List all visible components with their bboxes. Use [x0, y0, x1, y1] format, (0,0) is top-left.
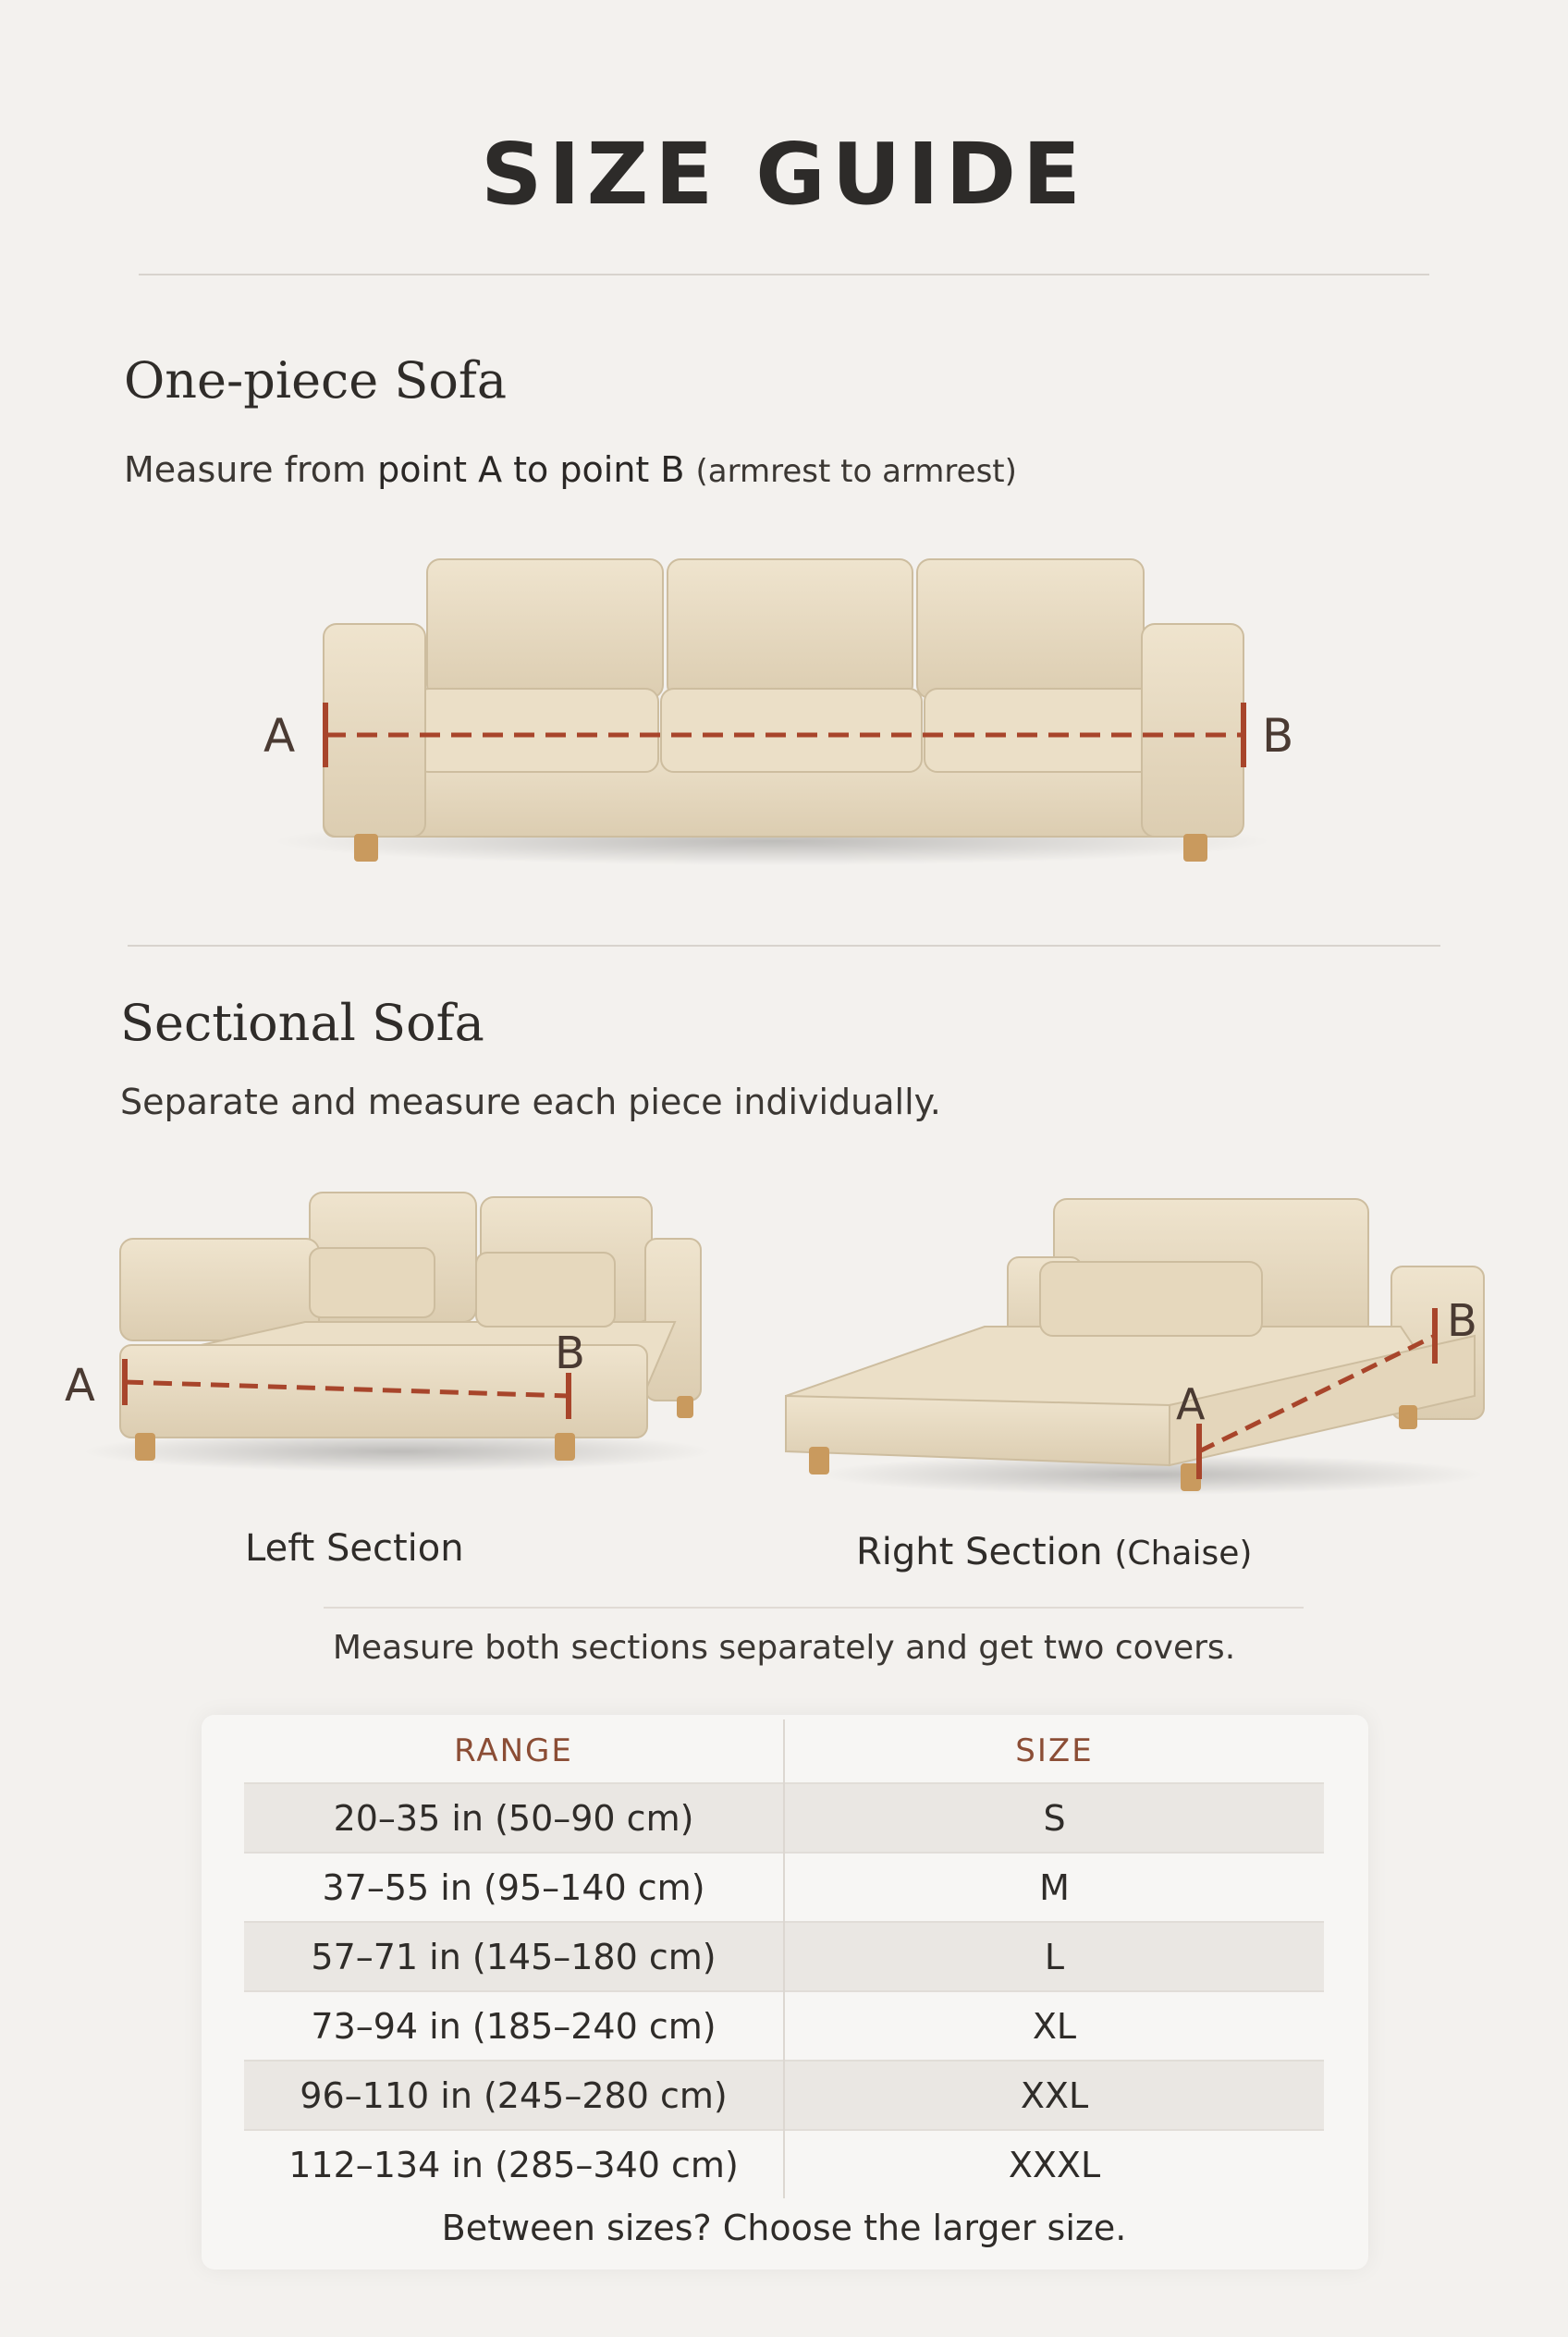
size-cell: S [784, 1783, 1324, 1853]
size-cell: XXL [784, 2061, 1324, 2130]
range-cell: 73–94 in (185–240 cm) [244, 1991, 784, 2061]
size-cell: XXXL [784, 2130, 1324, 2198]
size-cell: M [784, 1853, 1324, 1922]
sectional-note: Measure both sections separately and get two covers. [332, 1629, 1236, 1667]
sectional-divider [324, 1607, 1304, 1609]
point-a-label: A [65, 1360, 95, 1412]
size-cell: L [784, 1922, 1324, 1991]
throw-pillow [310, 1248, 435, 1317]
point-a-label: A [1176, 1379, 1206, 1429]
instruction-points: point A to point B [377, 449, 685, 490]
seat-cushion [925, 689, 1156, 772]
range-cell: 20–35 in (50–90 cm) [244, 1783, 784, 1853]
sofa-leg [1183, 834, 1207, 862]
size-header: SIZE [1015, 1732, 1094, 1769]
throw-pillow [1040, 1262, 1262, 1336]
left-section-label: Left Section [245, 1527, 464, 1570]
right-section-label [856, 1531, 1252, 1573]
sofa-leg [354, 834, 378, 862]
sectional-heading: Sectional Sofa [120, 994, 484, 1052]
size-footnote: Between sizes? Choose the larger size. [441, 2208, 1127, 2248]
sofa-leg [809, 1447, 829, 1474]
table-row [244, 1853, 1324, 1922]
size-cell: XL [784, 1991, 1324, 2061]
throw-pillow [476, 1253, 615, 1327]
sectional-instruction: Separate and measure each piece individually. [120, 1082, 941, 1122]
right-section-illustration [781, 1188, 1502, 1530]
range-cell: 57–71 in (145–180 cm) [244, 1922, 784, 1991]
sofa-leg [135, 1433, 155, 1461]
sofa-leg [555, 1433, 575, 1461]
right-section-paren: (Chaise) [1114, 1535, 1253, 1572]
sofa-leg [677, 1396, 693, 1418]
left-armrest [324, 624, 425, 837]
seat-cushion [661, 689, 922, 772]
point-b-label: B [555, 1328, 585, 1379]
point-b-label: B [1447, 1295, 1477, 1347]
back-cushion [668, 559, 913, 698]
right-armrest [645, 1239, 701, 1401]
page-title: SIZE GUIDE [481, 125, 1087, 224]
table-row [244, 1783, 1324, 1853]
one-piece-instruction [124, 449, 1017, 490]
range-cell: 112–134 in (285–340 cm) [244, 2130, 784, 2198]
table-row [244, 1922, 1324, 1991]
table-row [244, 2130, 1324, 2198]
point-a-label: A [263, 709, 296, 763]
right-section-name: Right Section [856, 1531, 1103, 1573]
table-row [244, 1991, 1324, 2061]
instruction-paren: (armrest to armrest) [695, 453, 1017, 490]
table-row [244, 2061, 1324, 2130]
instruction-text: Measure from [124, 449, 378, 490]
title-divider [139, 274, 1429, 275]
sofa-leg [1399, 1405, 1417, 1429]
point-b-label: B [1262, 709, 1294, 763]
back-cushion [917, 559, 1144, 698]
section-divider [128, 945, 1440, 947]
right-armrest [1142, 624, 1243, 837]
left-section-illustration [55, 1183, 721, 1488]
back-cushion [427, 559, 663, 698]
one-piece-heading: One-piece Sofa [124, 351, 508, 410]
range-cell: 37–55 in (95–140 cm) [244, 1853, 784, 1922]
chaise-base [786, 1396, 1170, 1465]
range-cell: 96–110 in (245–280 cm) [244, 2061, 784, 2130]
table-header-row [244, 1719, 1324, 1783]
range-header: RANGE [244, 1719, 784, 1783]
size-table [244, 1719, 1324, 2198]
one-piece-sofa-illustration [250, 545, 1313, 878]
seat-cushion [416, 689, 658, 772]
